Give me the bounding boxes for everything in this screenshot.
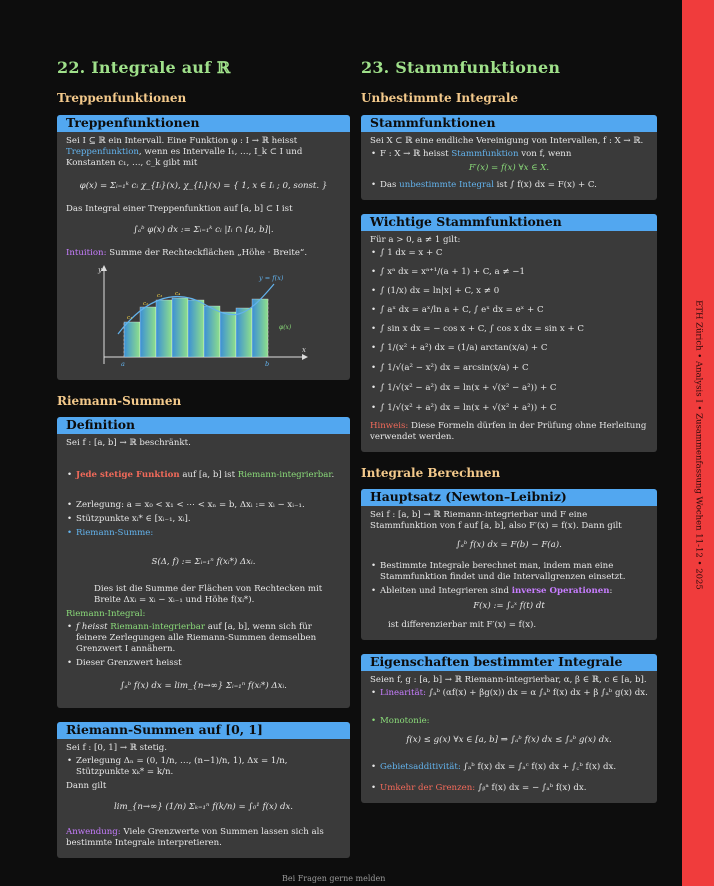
step-rect-2 [140, 307, 156, 357]
paragraph: Sei f : [a, b] → ℝ beschränkt. [66, 437, 191, 448]
formula: lim_{n→∞} (1/n) Σₖ₌₁ⁿ f(k/n) = ∫₀¹ f(x) dx. [113, 801, 294, 812]
list-item [370, 180, 648, 191]
paragraph: Sei f : [a, b] → ℝ Riemann-integrierbar und F eine Stammfunktion von f auf [a, b], also F′(x) = f(x). Dann gilt [370, 509, 622, 531]
text: von f, wenn [518, 148, 572, 159]
list-item: • ∫ 1/√(a² − x²) dx = arcsin(x/a) + C [370, 363, 648, 374]
text: ∫ₐᵇ (αf(x) + βg(x)) dx = α ∫ₐᵇ f(x) dx + β ∫ₐᵇ g(x) dx. [425, 687, 648, 698]
y-axis-label: y [97, 265, 102, 274]
list-item [370, 688, 648, 699]
b-label: b [264, 359, 269, 368]
term-riemann-integrierbar: Riemann-integrierbar [110, 621, 205, 632]
box-eigenschaften [361, 654, 657, 803]
list-item: • Zerlegung: a = x₀ < x₁ < ⋯ < xₙ = b, Δxᵢ := xᵢ − xᵢ₋₁. [66, 500, 341, 511]
label-umkehr: Umkehr der Grenzen: [380, 782, 476, 793]
paragraph: Dann gilt [66, 780, 107, 791]
bullet-list [370, 180, 648, 191]
formula: F′(x) = f(x) ∀x ∈ X. [468, 162, 550, 173]
list-item: • Monotonie: [370, 716, 648, 727]
step-rect-3 [156, 300, 172, 357]
list-item [370, 762, 648, 773]
box-title: Hauptsatz (Newton–Leibniz) [361, 489, 657, 506]
text: auf [a, b], wenn sich für feinere Zerlegungen alle Riemann-Summen demselben Grenzwert I annähern. [76, 621, 317, 654]
paragraph: Für a > 0, a ≠ 1 gilt: [370, 234, 461, 245]
subsection-integrale-berechnen: Integrale Berechnen [361, 465, 501, 480]
label-hinweis: Hinweis: [370, 420, 409, 431]
term-riemann-integrierbar: Riemann-integrierbar [237, 469, 332, 480]
subsection-unbestimmte-integrale: Unbestimmte Integrale [361, 91, 519, 106]
step-rect-7 [220, 312, 236, 357]
box-title: Wichtige Stammfunktionen [361, 214, 657, 231]
term-unbestimmtes-integral: unbestimmte Integral [399, 179, 494, 190]
list-item [370, 149, 648, 160]
paragraph: Seien f, g : [a, b] → ℝ Riemann-integrierbar, α, β ∈ ℝ, c ∈ [a, b]. [370, 674, 647, 685]
subsection-riemann-summen: Riemann-Summen [57, 393, 182, 408]
step-rect-8 [236, 308, 252, 357]
hinweis [370, 421, 648, 443]
paragraph [66, 136, 341, 169]
f-label: y = f(x) [258, 273, 283, 282]
bullet-list [66, 500, 341, 539]
paragraph: Sei f : [0, 1] → ℝ stetig. [66, 742, 168, 753]
formula: ∫ₐᵇ f(x) dx = lim_{n→∞} Σᵢ₌₁ⁿ f(xᵢ*) Δxᵢ. [120, 680, 287, 691]
list-item: • Dieser Grenzwert heisst [66, 658, 341, 669]
text: ist ∫ f(x) dx = F(x) + C. [493, 179, 597, 190]
formula: F(x) := ∫ₐˣ f(t) dt [473, 600, 545, 611]
footer: Bei Fragen gerne melden [282, 874, 386, 883]
list-item: • ∫ 1/√(x² − a²) dx = ln(x + √(x² − a²)) + C [370, 383, 648, 394]
box-definition [57, 417, 350, 708]
formula: ∫ₐᵇ f(x) dx = F(b) − F(a). [456, 539, 562, 550]
paragraph: Das Integral einer Treppenfunktion auf [a, b] ⊂ I ist [66, 203, 293, 214]
phi-label: φ(x) [278, 323, 291, 331]
list-item: • ∫ sin x dx = − cos x + C, ∫ cos x dx = sin x + C [370, 324, 648, 335]
box-stammfunktionen [361, 115, 657, 200]
step-rect-4 [172, 298, 188, 357]
text: ∫ᵦᵃ f(x) dx = − ∫ₐᵇ f(x) dx. [475, 782, 587, 793]
box-hauptsatz [361, 489, 657, 640]
box-title: Riemann-Summen auf [0, 1] [57, 722, 350, 739]
box-riemann-summen-01 [57, 722, 350, 858]
list-item: • ∫ aˣ dx = aˣ/ln a + C, ∫ eˣ dx = eˣ + C [370, 305, 648, 316]
term-inverse-operationen: inverse Operationen [511, 585, 610, 596]
text: ∫ₐᵇ f(x) dx = ∫ₐᶜ f(x) dx + ∫꜀ᵇ f(x) dx. [460, 761, 617, 772]
bullet-list [370, 561, 648, 597]
label-anwendung: Anwendung: [66, 826, 121, 837]
step-rect-1 [124, 322, 140, 357]
paragraph: Sei X ⊂ ℝ eine endliche Vereinigung von Intervallen, f : X → ℝ. [370, 135, 644, 146]
section-title-22: 22. Integrale auf ℝ [57, 58, 231, 77]
text: Das [380, 179, 400, 190]
list-item: • Zerlegung Δₙ = (0, 1/n, …, (n−1)/n, 1), Δx = 1/n, Stützpunkte xₖ* = k/n. [66, 756, 341, 778]
list-item: • Stützpunkte xᵢ* ∈ [xᵢ₋₁, xᵢ]. [66, 514, 341, 525]
text: Diese Formeln dürfen in der Prüfung ohne Herleitung verwendet werden. [370, 420, 647, 442]
list-item: • ∫ (1/x) dx = ln|x| + C, x ≠ 0 [370, 286, 648, 297]
bullet-list [370, 149, 648, 160]
term-treppenfunktion: Treppenfunktion [66, 146, 139, 157]
label-linearitaet: Linearität: [380, 687, 426, 698]
bullet-list [66, 756, 341, 778]
text: Viele Grenzwerte von Summen lassen sich als bestimmte Integrale interpretieren. [66, 826, 324, 848]
label-gebietsadditivitaet: Gebietsadditivität: [380, 761, 461, 772]
text: Ableiten und Integrieren sind [380, 585, 512, 596]
a-label: a [120, 359, 125, 368]
bullet-list [66, 622, 341, 669]
anwendung [66, 827, 341, 849]
list-item: • Bestimmte Integrale berechnet man, indem man eine Stammfunktion findet und die Intervallgrenzen einsetzt. [370, 561, 648, 583]
formula: f(x) ≤ g(x) ∀x ∈ [a, b] ⇒ ∫ₐᵇ f(x) dx ≤ ∫ₐᵇ g(x) dx. [406, 734, 612, 745]
list-item [370, 586, 648, 597]
text: F : X → ℝ heisst [380, 148, 452, 159]
bullet-list [370, 762, 648, 794]
step-rect-6 [204, 306, 220, 357]
term-stetig: Jede stetige Funktion [76, 469, 180, 480]
box-title: Stammfunktionen [361, 115, 657, 132]
list-item [66, 622, 341, 655]
list-item: • ∫ 1/(x² + a²) dx = (1/a) arctan(x/a) + C [370, 343, 648, 354]
step-function-chart [94, 262, 314, 370]
bullet-list [370, 688, 648, 699]
text: f heisst [76, 621, 111, 632]
bullet-list [66, 470, 341, 481]
c2-label: c₂ [142, 300, 148, 307]
sidebar [682, 0, 714, 886]
x-axis-label: x [301, 345, 306, 354]
formula: φ(x) = Σᵢ₌₁ᵏ cᵢ χ_{Iᵢ}(x), χ_{Iᵢ}(x) = { 1, x ∈ Iᵢ ; 0, sonst. } [79, 180, 328, 191]
step-rect-9 [252, 299, 268, 357]
text: , wenn es Intervalle I₁, …, I_k ⊂ I und Konstanten c₁, …, c_k gibt mit [66, 146, 303, 168]
bullet-list [370, 716, 648, 727]
label-riemann-integral: Riemann-Integral: [66, 608, 146, 619]
intuition [66, 248, 341, 259]
list-item: • ∫ xᵃ dx = xᵃ⁺¹/(a + 1) + C, a ≠ −1 [370, 267, 648, 278]
c1-label: c₁ [126, 314, 132, 321]
right-column [361, 58, 657, 817]
list-item: • ∫ 1/√(x² + a²) dx = ln(x + √(x² + a²)) + C [370, 403, 648, 414]
formula: S(Δ, f) := Σᵢ₌₁ⁿ f(xᵢ*) Δxᵢ. [151, 556, 256, 567]
c4-label: c₄ [174, 290, 180, 297]
sidebar-text: ETH Zürich • Analysis I • Zusammenfassung Wochen 11-12 • 2025 [693, 300, 704, 590]
box-treppenfunktionen [57, 115, 350, 380]
box-title: Eigenschaften bestimmter Integrale [361, 654, 657, 671]
text: auf [a, b] ist [179, 469, 238, 480]
left-column [57, 58, 350, 872]
text: Sei I ⊆ ℝ ein Intervall. Eine Funktion φ : I → ℝ heisst [66, 135, 298, 146]
box-title: Definition [57, 417, 350, 434]
text: . [331, 469, 335, 480]
x-arrow-icon [302, 354, 308, 360]
formula-list [370, 248, 648, 414]
step-rect-5 [188, 300, 204, 357]
box-wichtige-stammfunktionen [361, 214, 657, 452]
subsection-treppenfunktionen: Treppenfunktionen [57, 91, 187, 106]
section-title-23: 23. Stammfunktionen [361, 58, 561, 77]
text: : [609, 585, 613, 596]
list-item: • Riemann-Summe: [66, 528, 341, 539]
list-item [66, 470, 341, 481]
box-title: Treppenfunktionen [57, 115, 350, 132]
list-item [370, 783, 648, 794]
term-stammfunktion: Stammfunktion [451, 148, 519, 159]
c3-label: c₃ [156, 292, 162, 299]
label-intuition: Intuition: [66, 247, 107, 258]
list-item: • ∫ 1 dx = x + C [370, 248, 648, 259]
paragraph: Dies ist die Summe der Flächen von Rechtecken mit Breite Δxᵢ = xᵢ − xᵢ₋₁ und Höhe f(xᵢ*). [94, 583, 323, 605]
paragraph: ist differenzierbar mit F′(x) = f(x). [388, 619, 537, 630]
formula: ∫ₐᵇ φ(x) dx := Σᵢ₌₁ᵏ cᵢ |Iᵢ ∩ [a, b]|. [133, 224, 274, 235]
text: Summe der Rechteckflächen „Höhe · Breite“. [106, 247, 308, 258]
